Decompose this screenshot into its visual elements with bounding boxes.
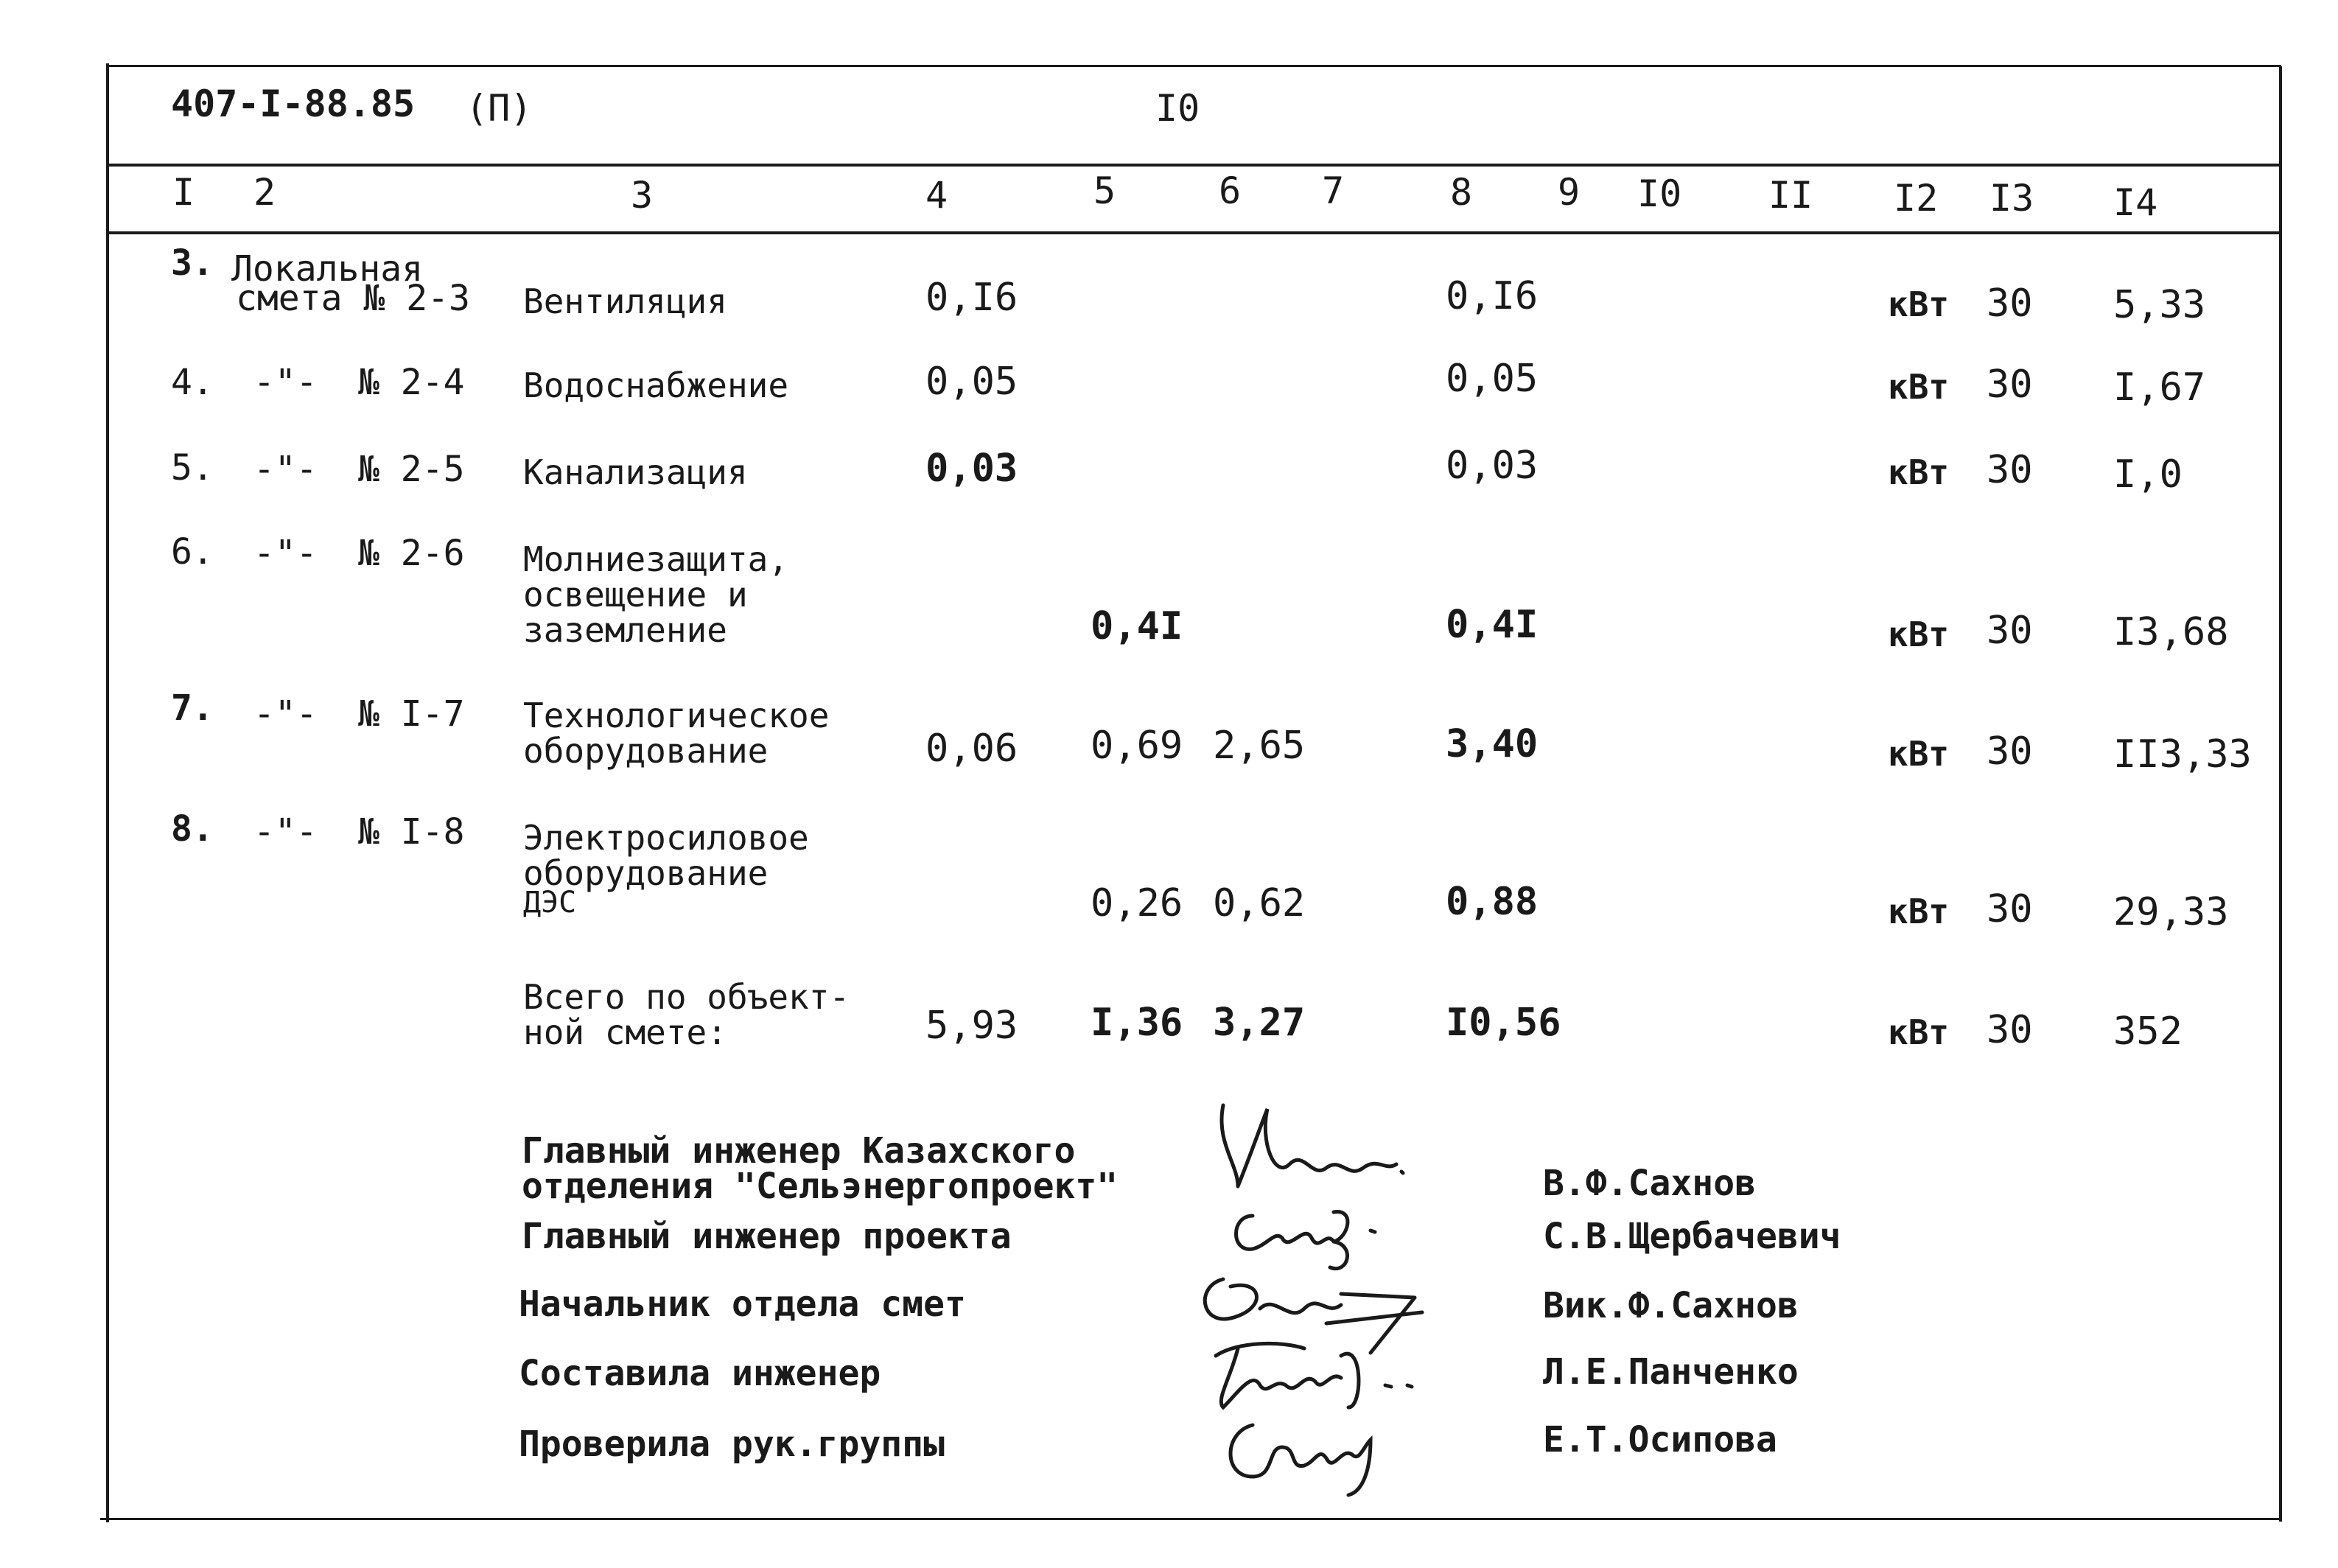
total-unit: кВт <box>1888 1012 1950 1052</box>
column-header-8: 8 <box>1450 171 1473 214</box>
handwritten-signature-4 <box>1194 1326 1444 1415</box>
cell-col13: 30 <box>1987 448 2033 492</box>
signer-name: Вик.Ф.Сахнов <box>1543 1285 1799 1326</box>
cell-col14: 5,33 <box>2113 283 2206 327</box>
page-number: I0 <box>1155 87 1200 130</box>
cell-unit: кВт <box>1888 452 1950 492</box>
cell-unit: кВт <box>1888 367 1950 407</box>
handwritten-signature-2 <box>1223 1194 1444 1275</box>
row-item-name: Канализация <box>523 452 748 492</box>
row-reference-number: № 2-6 <box>358 533 465 574</box>
cell-col5: 0,26 <box>1091 881 1183 925</box>
cell-col8: 0,I6 <box>1446 274 1539 318</box>
row-reference-number: смета № 2-3 <box>236 278 470 319</box>
row-reference: Локальная <box>231 248 424 290</box>
total-col4: 5,93 <box>925 1004 1018 1048</box>
signer-title: Проверила рук.группы <box>519 1424 945 1465</box>
frame-right-border <box>2279 66 2282 1522</box>
cell-col4: 0,I6 <box>925 276 1018 320</box>
column-header-10: I0 <box>1637 172 1682 215</box>
cell-col4: 0,05 <box>925 360 1018 404</box>
total-label-line1: Всего по объект- <box>523 977 850 1017</box>
document-code: 407-I-88.85 <box>171 83 416 125</box>
total-col13: 30 <box>1987 1008 2033 1052</box>
column-header-1: I <box>172 171 195 214</box>
cell-unit: кВт <box>1888 284 1950 324</box>
row-number: 7. <box>171 687 214 729</box>
cell-col4: 0,03 <box>925 447 1018 491</box>
column-header-7: 7 <box>1322 169 1345 212</box>
signer-title: Главный инженер проекта <box>522 1216 1012 1257</box>
total-col5: I,36 <box>1091 1001 1183 1045</box>
cell-col8: 0,4I <box>1446 603 1539 647</box>
row-reference: -"- <box>253 449 318 490</box>
column-header-divider <box>109 231 2280 234</box>
row-item-name-line1: Молниезащита, <box>523 539 789 579</box>
row-number: 8. <box>171 808 214 850</box>
cell-col13: 30 <box>1987 281 2033 326</box>
frame-left-border <box>106 63 109 1522</box>
row-reference: -"- <box>253 362 318 403</box>
signer-title: Составила инженер <box>519 1353 881 1394</box>
row-reference-number: № I-8 <box>358 811 465 853</box>
row-number: 5. <box>171 447 214 489</box>
cell-col8: 0,88 <box>1446 880 1539 924</box>
row-item-name-line3: заземление <box>523 610 727 650</box>
signer-name: Е.Т.Осипова <box>1543 1419 1777 1460</box>
column-header-14: I4 <box>2113 181 2158 224</box>
column-header-11: II <box>1768 174 1813 217</box>
column-header-3: 3 <box>631 174 654 217</box>
cell-unit: кВт <box>1888 892 1950 931</box>
cell-col6: 0,62 <box>1213 881 1306 925</box>
cell-col13: 30 <box>1987 609 2033 653</box>
total-col14: 352 <box>2113 1009 2183 1054</box>
row-number: 4. <box>171 362 214 403</box>
row-item-name-line2: оборудование <box>523 731 769 771</box>
column-header-12: I2 <box>1894 177 1939 220</box>
row-item-name-line3: ДЭС <box>523 886 577 920</box>
cell-col14: II3,33 <box>2113 732 2252 777</box>
row-reference-number: № I-7 <box>358 693 465 735</box>
row-number: 6. <box>171 531 214 573</box>
column-header-6: 6 <box>1219 169 1242 212</box>
cell-col14: I,67 <box>2113 365 2206 410</box>
total-label-line2: ной смете: <box>523 1012 727 1052</box>
row-item-name-line2: освещение и <box>523 575 748 615</box>
total-col8: I0,56 <box>1446 1001 1561 1045</box>
column-header-9: 9 <box>1558 171 1581 214</box>
handwritten-signature-1 <box>1208 1098 1429 1201</box>
row-item-name: Вентиляция <box>523 281 727 321</box>
document-suffix: (П) <box>466 87 533 130</box>
row-reference-number: № 2-4 <box>358 362 465 403</box>
column-header-5: 5 <box>1093 169 1116 212</box>
signer-title-line1: Главный инженер Казахского <box>522 1130 1076 1172</box>
cell-col14: 29,33 <box>2113 890 2229 934</box>
row-item-name-line2: оборудование <box>523 853 769 893</box>
cell-col13: 30 <box>1987 887 2033 931</box>
row-reference: -"- <box>253 533 318 574</box>
signer-name: В.Ф.Сахнов <box>1543 1163 1756 1204</box>
row-item-name-line1: Технологическое <box>523 696 830 735</box>
frame-top-border <box>106 65 2281 67</box>
cell-col8: 0,03 <box>1446 444 1539 488</box>
total-col6: 3,27 <box>1213 1001 1306 1045</box>
signer-name: Л.Е.Панченко <box>1543 1351 1799 1393</box>
row-reference: -"- <box>253 693 318 735</box>
signer-title: Начальник отдела смет <box>519 1284 966 1325</box>
column-header-13: I3 <box>1989 177 2034 220</box>
frame-bottom-border <box>100 1518 2281 1520</box>
cell-unit: кВт <box>1888 615 1950 654</box>
handwritten-signature-5 <box>1216 1403 1437 1499</box>
cell-col14: I,0 <box>2113 452 2183 497</box>
header-divider <box>109 164 2280 167</box>
column-header-4: 4 <box>925 174 948 217</box>
signer-title-line2: отделения "Сельэнергопроект" <box>522 1166 1119 1207</box>
cell-col8: 3,40 <box>1446 722 1539 766</box>
cell-col5: 0,4I <box>1091 604 1183 648</box>
cell-unit: кВт <box>1888 734 1950 774</box>
cell-col6: 2,65 <box>1213 724 1306 768</box>
row-reference: -"- <box>253 811 318 853</box>
cell-col14: I3,68 <box>2113 610 2229 654</box>
row-item-name: Водоснабжение <box>523 365 789 405</box>
cell-col13: 30 <box>1987 729 2033 774</box>
cell-col4: 0,06 <box>925 727 1018 771</box>
row-reference-number: № 2-5 <box>358 449 465 490</box>
signer-name: С.В.Щербачевич <box>1543 1216 1841 1257</box>
row-number: 3. <box>171 242 214 284</box>
column-header-2: 2 <box>253 171 276 214</box>
cell-col13: 30 <box>1987 363 2033 407</box>
cell-col5: 0,69 <box>1091 724 1183 768</box>
cell-col8: 0,05 <box>1446 357 1539 401</box>
row-item-name-line1: Электросиловое <box>523 818 809 858</box>
